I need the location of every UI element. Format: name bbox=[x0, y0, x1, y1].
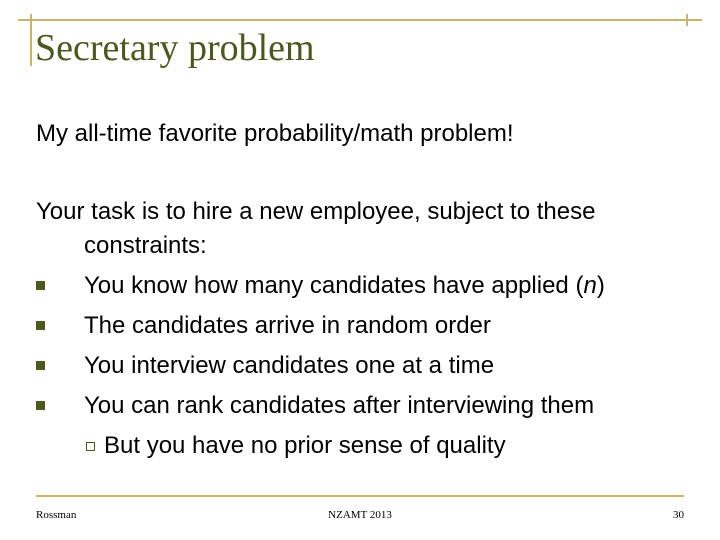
variable-n: n bbox=[583, 272, 597, 299]
square-bullet-icon bbox=[36, 321, 45, 330]
page-number: 30 bbox=[673, 509, 684, 521]
square-bullet-icon bbox=[36, 361, 45, 370]
bullet-text: You can rank candidates after interviewing them bbox=[84, 392, 595, 419]
square-bullet-icon bbox=[36, 401, 45, 410]
sub-bullet-text: But you have no prior sense of quality bbox=[104, 432, 506, 459]
bullet-text: You know how many candidates have applied (n) bbox=[84, 272, 605, 299]
frame-top-line bbox=[18, 19, 702, 21]
bullet-text: You interview candidates one at a time bbox=[84, 352, 495, 379]
task-text-line1: Your task is to hire a new employee, subject to these bbox=[36, 198, 596, 225]
hollow-square-bullet-icon bbox=[86, 442, 95, 451]
square-bullet-icon bbox=[36, 281, 45, 290]
frame-right-tick bbox=[686, 14, 688, 26]
frame-left-line bbox=[30, 14, 32, 66]
footer-event: NZAMT 2013 bbox=[328, 509, 392, 521]
bullet-text: The candidates arrive in random order bbox=[84, 312, 491, 339]
footer-divider bbox=[36, 495, 684, 497]
slide-title: Secretary problem bbox=[35, 27, 315, 69]
task-text-line2: constraints: bbox=[84, 232, 207, 259]
intro-text: My all-time favorite probability/math problem! bbox=[36, 120, 514, 147]
footer-author: Rossman bbox=[36, 509, 77, 521]
